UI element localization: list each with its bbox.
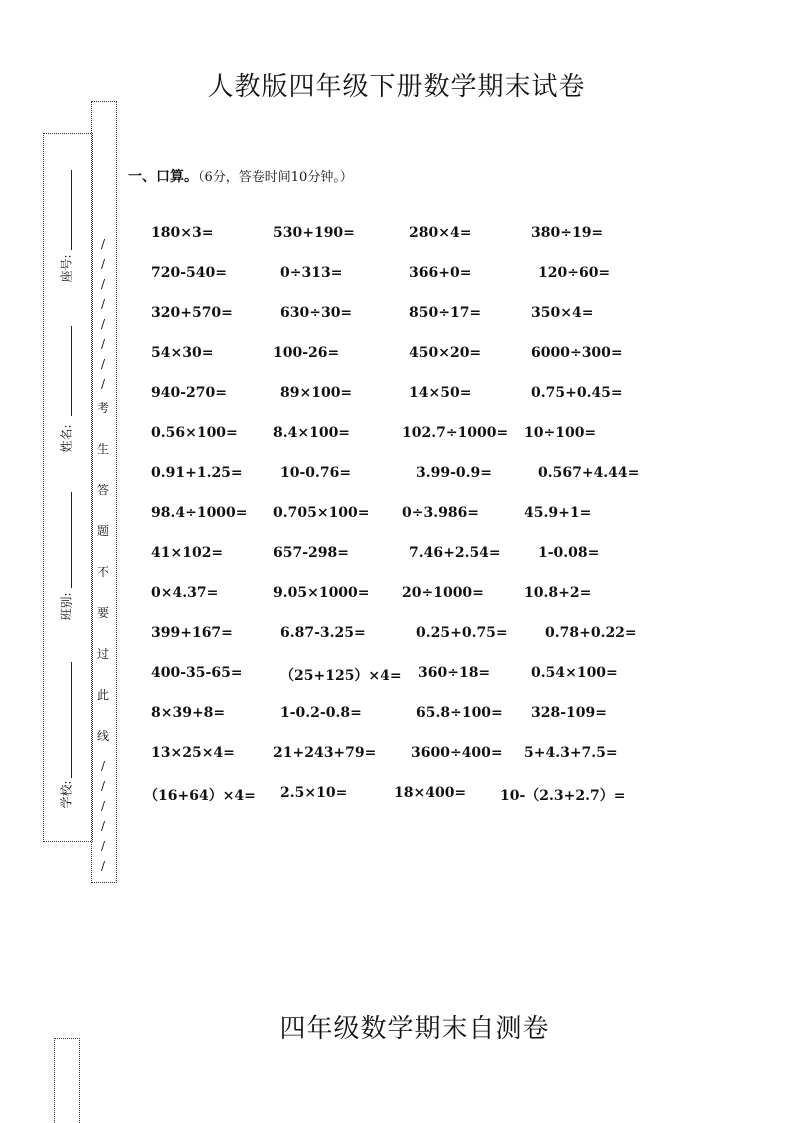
second-page-title: 四年级数学期末自测卷 (279, 1014, 550, 1044)
problem-r1-c1: 180×3= (151, 225, 214, 241)
problem-r8-c1: 98.4÷1000= (151, 505, 248, 521)
problem-r6-c1: 0.56×100= (151, 425, 238, 441)
problem-r3-c3: 850÷17= (409, 305, 482, 321)
class-label: 班别: (59, 592, 74, 621)
seal-line-slashes-bottom: / / / / / / (100, 759, 106, 873)
problem-r8-c2: 0.705×100= (273, 505, 370, 521)
problem-r6-c3: 102.7÷1000= (402, 425, 509, 441)
problem-r11-c3: 0.25+0.75= (416, 625, 508, 641)
problem-r3-c4: 350×4= (531, 305, 594, 321)
problem-r13-c2: 1-0.2-0.8= (280, 705, 362, 721)
problem-r9-c1: 41×102= (151, 545, 224, 561)
name-line[interactable] (71, 326, 73, 416)
class-line[interactable] (71, 492, 73, 588)
problem-r4-c1: 54×30= (151, 345, 214, 361)
problem-r14-c4: 5+4.3+7.5= (524, 745, 618, 761)
problem-r15-c3: 18×400= (394, 785, 467, 801)
problem-r1-c4: 380÷19= (531, 225, 604, 241)
problem-r14-c3: 3600÷400= (411, 745, 503, 761)
problem-r8-c3: 0÷3.986= (402, 505, 480, 521)
problem-r7-c4: 0.567+4.44= (538, 465, 640, 481)
binding-margin-outer (43, 133, 93, 842)
page-title: 人教版四年级下册数学期末试卷 (207, 72, 586, 102)
seal-line-warning: 考 生 答 题 不 要 过 此 线 (96, 401, 109, 743)
problem-r15-c2: 2.5×10= (280, 785, 348, 801)
problem-r6-c2: 8.4×100= (273, 425, 351, 441)
problem-r1-c3: 280×4= (409, 225, 472, 241)
problem-r6-c4: 10÷100= (524, 425, 597, 441)
problem-r11-c4: 0.78+0.22= (545, 625, 637, 641)
problem-r8-c4: 45.9+1= (524, 505, 592, 521)
problem-r13-c4: 328-109= (531, 705, 607, 721)
problem-r9-c3: 7.46+2.54= (409, 545, 501, 561)
problem-r11-c1: 399+167= (151, 625, 233, 641)
problem-r5-c3: 14×50= (409, 385, 472, 401)
problem-r13-c1: 8×39+8= (151, 705, 226, 721)
problem-r2-c4: 120÷60= (538, 265, 611, 281)
problem-r7-c2: 10-0.76= (280, 465, 352, 481)
section-1-note: （6分，答卷时间10分钟。） (198, 170, 353, 185)
problem-r9-c2: 657-298= (273, 545, 349, 561)
problem-r3-c2: 630÷30= (280, 305, 353, 321)
seal-line-slashes-top: / / / / / / / / (100, 237, 106, 391)
school-line[interactable] (71, 662, 73, 778)
problem-r5-c2: 89×100= (280, 385, 353, 401)
name-label: 姓名: (59, 424, 74, 453)
problem-r7-c3: 3.99-0.9= (416, 465, 492, 481)
seat-number-label: 座号: (59, 254, 74, 283)
school-label: 学校: (59, 780, 74, 809)
problem-r4-c3: 450×20= (409, 345, 482, 361)
problem-r10-c1: 0×4.37= (151, 585, 219, 601)
problem-r12-c3: 360÷18= (418, 665, 491, 681)
problem-r1-c2: 530+190= (273, 225, 355, 241)
section-1-heading: 一、口算。（6分，答卷时间10分钟。） (128, 169, 353, 185)
problem-r2-c3: 366+0= (409, 265, 472, 281)
problem-r7-c1: 0.91+1.25= (151, 465, 243, 481)
problem-r11-c2: 6.87-3.25= (280, 625, 366, 641)
problem-r14-c2: 21+243+79= (273, 745, 377, 761)
problem-r12-c1: 400-35-65= (151, 665, 243, 681)
problem-r12-c4: 0.54×100= (531, 665, 618, 681)
problem-r13-c3: 65.8÷100= (416, 705, 503, 721)
problem-r4-c2: 100-26= (273, 345, 340, 361)
problem-r4-c4: 6000÷300= (531, 345, 623, 361)
problem-r5-c1: 940-270= (151, 385, 227, 401)
binding-margin-page2 (54, 1038, 80, 1123)
problem-r10-c2: 9.05×1000= (273, 585, 370, 601)
problem-r15-c4: 10-（2.3+2.7）= (500, 788, 626, 804)
problem-r10-c3: 20÷1000= (402, 585, 484, 601)
problem-r12-c2: （25+125）×4= (280, 668, 402, 684)
problem-r9-c4: 1-0.08= (538, 545, 600, 561)
problem-r3-c1: 320+570= (151, 305, 233, 321)
seat-number-line[interactable] (71, 170, 73, 250)
problem-r2-c2: 0÷313= (280, 265, 343, 281)
problem-r14-c1: 13×25×4= (151, 745, 235, 761)
problem-r2-c1: 720-540= (151, 265, 227, 281)
problem-r15-c1: （16+64）×4= (144, 788, 256, 804)
problem-r10-c4: 10.8+2= (524, 585, 592, 601)
problem-r5-c4: 0.75+0.45= (531, 385, 623, 401)
